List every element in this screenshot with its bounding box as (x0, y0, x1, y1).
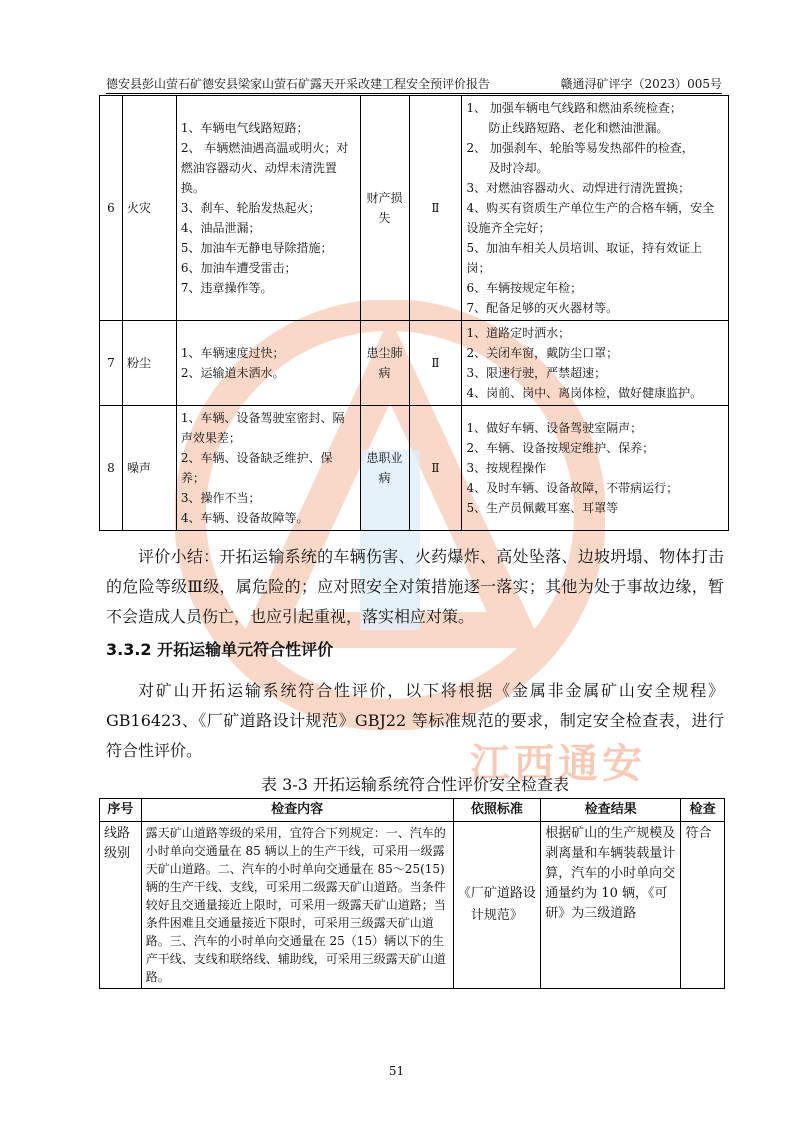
cell-seq: 线路级别 (100, 822, 142, 989)
measure-line: 3、对燃油容器动火、动焊进行清洗置换； (466, 181, 691, 195)
measure-line: 6、车辆按规定年检； (466, 281, 583, 295)
measure-line: 2、关闭车窗，戴防尘口罩； (466, 346, 619, 360)
measure-line: 7、配备足够的灭火器材等。 (466, 301, 619, 315)
page-number: 51 (388, 1064, 405, 1078)
measure-line: 5、生产员佩戴耳塞、耳罩等 (466, 501, 619, 515)
cell-hazard-name: 粉尘 (122, 321, 176, 406)
header-title: 德安县彭山萤石矿德安县梁家山萤石矿露天开采改建工程安全预评价报告 (106, 77, 491, 91)
cell-result: 根据矿山的生产规模及剥离量和车辆装载量计算，汽车的小时单向交通量约为 10 辆，《可研》为三级道路 (541, 822, 681, 989)
measure-line: 2、车辆、设备按规定维护、保养； (466, 441, 655, 455)
measure-line: 4、及时车辆、设备故障，不带病运行； (466, 481, 679, 495)
col-result: 检查结果 (541, 799, 681, 822)
cell-causes (176, 406, 360, 531)
measure-line: 1、做好车辆、设备驾驶室隔声； (466, 421, 643, 435)
cell-hazard-name: 噪声 (122, 406, 176, 531)
summary-paragraph: 评价小结：开拓运输系统的车辆伤害、火药爆炸、高处坠落、边坡坍塌、物体打击的危险等级Ⅲ级，属危险的；应对照安全对策措施逐一落实；其他为处于事故边缘，暂不会造成人员伤亡，也应引起重视，落实相应对策。 (106, 547, 724, 626)
table-row (100, 96, 729, 321)
measure-line: 1、 加强车辆电气线路和燃油系统检查； (466, 101, 682, 115)
section-heading: 3.3.2 开拓运输单元符合性评价 (106, 640, 334, 659)
cause-line: 1、车辆速度过快； (180, 346, 285, 360)
table-row (100, 406, 729, 531)
cause-line: 1、车辆、设备驾驶室密封、隔声效果差； (180, 411, 345, 445)
checklist-table (99, 798, 725, 989)
measure-line: 2、 加强刹车、轮胎等易发热部件的检查， (466, 141, 694, 155)
cell-basis: 《厂矿道路设计规范》 (453, 822, 541, 989)
cell-measures (462, 96, 729, 321)
cause-line: 2、 车辆燃油遇高温或明火；对燃油容器动火、动焊未清洗置换。 (180, 141, 349, 195)
cell-hazard-name: 火灾 (122, 96, 176, 321)
cell-number: 8 (100, 406, 123, 531)
header-divider (106, 93, 722, 94)
cause-line: 4、车辆、设备故障等。 (180, 511, 309, 525)
measure-line: 1、道路定时洒水； (466, 326, 571, 340)
cause-line: 7、违章操作等。 (180, 281, 273, 295)
cell-causes (176, 321, 360, 406)
cell-level: Ⅱ (409, 406, 462, 531)
cause-line: 2、运输道未洒水。 (180, 366, 285, 380)
measure-line: 3、限速行驶，严禁超速； (466, 366, 607, 380)
page-header (106, 74, 722, 92)
measure-line: 4、岗前、岗中、离岗体检，做好健康监护。 (466, 386, 703, 400)
cell-level: Ⅱ (409, 321, 462, 406)
measure-line: 4、购买有资质生产单位生产的合格车辆，安全设施齐全完好； (466, 201, 715, 235)
cell-check: 符合 (681, 822, 725, 989)
intro-paragraph: 对矿山开拓运输系统符合性评价，以下将根据《金属非金属矿山安全规程》GB16423、《厂矿道路设计规范》GBJ22 等标准规范的要求，制定安全检查表，进行符合性评价。 (106, 681, 724, 760)
cell-consequence: 财产损失 (360, 96, 409, 321)
cause-line: 3、操作不当； (180, 491, 261, 505)
cell-causes (176, 96, 360, 321)
cause-line: 5、加油车无静电导除措施； (180, 241, 333, 255)
checklist-header-row (100, 799, 725, 822)
cell-level: Ⅱ (409, 96, 462, 321)
cause-line: 2、车辆、设备缺乏维护、保养； (180, 451, 333, 485)
col-content: 检查内容 (141, 799, 453, 822)
measure-line: 3、按规程操作 (466, 461, 547, 475)
hazard-table (99, 95, 729, 531)
cell-number: 6 (100, 96, 123, 321)
table-caption: 表 3-3 开拓运输系统符合性评价安全检查表 (261, 775, 569, 794)
measure-line: 防止线路短路、老化和燃油泄漏。 (488, 121, 669, 135)
cause-line: 3、刹车、轮胎发热起火； (180, 201, 321, 215)
cell-measures (462, 406, 729, 531)
col-seq: 序号 (100, 799, 142, 822)
col-check: 检查 (681, 799, 725, 822)
cell-consequence: 患职业病 (360, 406, 409, 531)
cause-line: 6、加油车遭受雷击； (180, 261, 297, 275)
measure-line: 及时冷却。 (488, 161, 549, 175)
cell-consequence: 患尘肺病 (360, 321, 409, 406)
header-doc-number: 赣通浔矿评字（2023）005号 (560, 77, 722, 91)
cause-line: 1、车辆电气线路短路； (180, 121, 309, 135)
measure-line: 5、加油车相关人员培训、取证，持有效证上岗； (466, 241, 703, 275)
cell-measures (462, 321, 729, 406)
cell-content: 露天矿山道路等级的采用，宜符合下列规定：一、汽车的小时单向交通量在 85 辆以上的生产干线，可采用一级露天矿山道路。二、汽车的小时单向交通量在 85～25(15) 辆的生产干线、支线，可采用二级露天矿山道路。当条件较好且交通量接近上限时，可采用一级露天矿山道路；当条件困难且交通量接近下限时，可采用三级露天矿山道路。三、汽车的小时单向交通量在 25（15）辆以下的生产干线、支线和联络线、辅助线，可采用三级露天矿山道路。 (141, 822, 453, 989)
table-row (100, 822, 725, 989)
cell-number: 7 (100, 321, 123, 406)
col-basis: 依照标准 (453, 799, 541, 822)
watermark-text: 江西通安 (470, 741, 646, 787)
table-row (100, 321, 729, 406)
cause-line: 4、油品泄漏； (180, 221, 261, 235)
